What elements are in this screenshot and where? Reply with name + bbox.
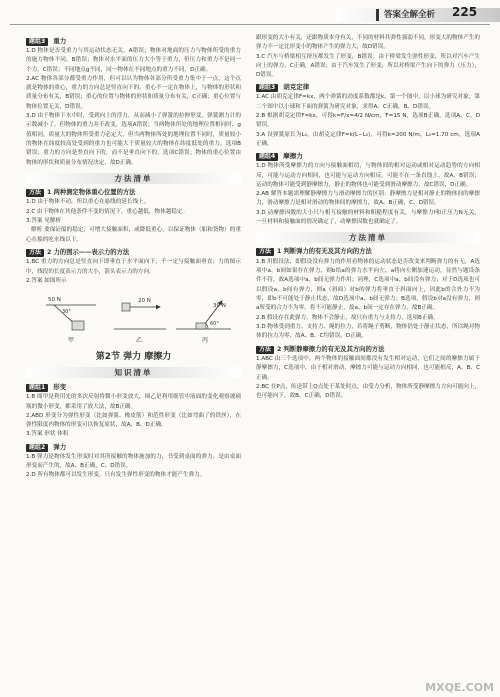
force-diagram: [26, 287, 241, 345]
answer-paragraph: 2.ABD 形变分为弹性形变（比如弹簧、橡皮筋）和范性形变（比如弯曲了的铁丝），在弹性限度内物体的形变可以恢复原状，故A、B、D正确。: [26, 412, 241, 429]
method-heading: [256, 247, 480, 257]
force-label: 20 N: [138, 298, 151, 305]
method-title: 判断弹力的有无及其方向的方法: [283, 248, 372, 256]
topic-tag: 题组4: [256, 153, 278, 161]
topic-tag: 题组3: [26, 38, 48, 46]
answer-paragraph: 3.D 物体受到重力、支持力、绳的拉力，若将绳子剪断，物体仍处于静止状态，所以绳对物体的拉力为零，故A、B、C均错误，D正确。: [256, 323, 480, 340]
method-tag: 方法: [26, 189, 44, 197]
answer-paragraph: 1.ABC 由三个选项中，两个物体的接触面间都没有发生相对运动，它们之间的摩擦力属于静摩擦力，C选项中，由于相对滑动，摩擦力可能与运动方向相同，也可能相反，A、B、C正确。: [256, 356, 480, 381]
left-column: [26, 34, 241, 481]
answer-paragraph: 跟形变的大小有关，还跟物质本身有关，不同的材料其弹性强弱不同，形变大的物体产生的弹力不一定比形变小的物体产生的弹力大，故D错误。: [256, 35, 480, 51]
header-label: 答案全解全析: [384, 10, 436, 20]
answer-paragraph: 2.AB 解答本题需理解静摩擦力与滑动摩擦力的区别：静摩擦力是相对静止的物体间的摩擦力，滑动摩擦力是相对滑动的物体间的摩擦力，故A、B正确，C、D错误。: [256, 191, 480, 207]
method-number: 1: [47, 188, 52, 196]
answer-paragraph: 1.AC 由胡克定律F=kx，两个弹簧的劲度系数都是k，第一个图中，以小球为研究对象，第二个图中以小球和下面的弹簧为研究对象，求得A、C正确，B、D错误。: [256, 94, 480, 110]
answer-paragraph: 2.答案 如图所示: [26, 277, 67, 284]
method-heading: [256, 345, 480, 355]
method-title: 力的图示——表示力的方法: [53, 248, 130, 256]
topic-tag: 题组2: [26, 444, 48, 452]
topic-title: 形变: [53, 383, 67, 392]
section-title: 第2节 弹力 摩擦力: [95, 352, 172, 363]
answer-paragraph: 1.B 用假设法，即假设没有弹力的作用看物体的运动状态是否改变来判断弹力的有无，A选项中a、b间如果存在弹力，则b给a的弹力水平向左，a将向左侧加速运动，显然与题设条件不符，故A选项中a、b间无弹力作用；同理，C选项中a、b间没有弹力；对于D选项也可以假设a、b间有弹力，则a（斜面）对b的弹力将垂直于斜面向上，因此b的合外力不为零，即b不可能处于静止状态，故D选项中a、b间无弹力；B选项，假设b对a没有弹力，则a所受的合力不为零，将不可能静止，故a、b间一定存在弹力，故B正确。: [256, 258, 480, 312]
right-column: [256, 34, 480, 402]
answer-paragraph: 1.D 物体是否受重力与其运动状态无关，A错误；物体对地面的压力与物体所受的重力的施力物体不同，B错误；物体对水平面的压力大小等于重力，但压力和重力不是同一个力，C错误；不同地点g不同，同一物体在不同地点的重力不同，D正确。: [26, 48, 241, 73]
knowledge-list-banner: 知识清单: [26, 367, 241, 378]
header-rule: [10, 24, 490, 25]
answer-paragraph: 1.D 物体所受摩擦力的方向与接触面相切，与物体间的相对运动或相对运动趋势的方向相反，可能与运动方向相同，也可能与运动方向相反，可能不在一条直线上，故A、B错误；运动的物体可能受到静摩擦力，静止的物体也可能受到滑动摩擦力，故C错误，D正确。: [256, 163, 480, 188]
topic-title: 胡克定律: [283, 83, 310, 92]
method-heading: [26, 248, 241, 258]
page-number: 225: [452, 5, 478, 19]
answer-paragraph: 3.D 由于物体下水中时，受到向上的浮力，从而减小了弹簧的拉伸形变，弹簧测力计的示数减小了，但物体的重力并不改变，选项A错误；当两物体所处的地理位置相同时，g值相同，质量大的物体所受重力必定大，但当两物体所处的地理位置不同时，质量较小的物体在纬度较高处受到的重力也可能大于质量较大的物体在纬度低处的重力，选项B错误；重力的方向是竖直向下的，而不是垂直向下的，选项C错误；物体的重心位置由物体的形状和质量分布情况决定，故D正确。: [26, 113, 241, 166]
answer-paragraph: 2.D 所有物体都可以发生形变，只有发生弹性形变的物体才能产生弹力。: [26, 472, 206, 479]
force-label: 50 N: [48, 297, 61, 304]
topic-heading: [26, 36, 241, 46]
answer-paragraph: 3.答案 见解析: [26, 217, 62, 224]
angle-label: 60°: [210, 321, 219, 328]
answer-paragraph: 1.D 由于物体不动，所以重心在悬线的延长线上。: [26, 199, 150, 206]
angle-label: 30°: [62, 309, 71, 316]
method-tag: 方法: [256, 346, 274, 354]
answer-paragraph: 3.C 汽车与桥梁相互挤压都发生了形变，B错误；由于桥梁发生弹性形变，所以对汽车产生向上的弹力，C正确，A错误；由于汽车发生了形变，所以对桥梁产生向下的弹力（压力），D错误。: [256, 53, 480, 79]
topic-heading: [26, 442, 241, 452]
method-list-banner: 方法清单: [26, 173, 241, 184]
answer-paragraph: 2.B 根据胡克定律F=kx，可得k=F/x=4/2 N/cm，F=15 N，选项B正确，选项A、C、D错误。: [256, 113, 480, 129]
method-title: 两种测定物体重心位置的方法: [53, 188, 136, 196]
force-diagram-svg: [26, 287, 241, 345]
force-label: 30 N: [213, 303, 226, 310]
answer-paragraph: 3.A 设弹簧原长为L₀，由胡克定律F=k(L−L₀)，可得k=200 N/m，L₀=1.70 cm，选项A正确。: [256, 131, 480, 147]
topic-title: 重力: [53, 37, 67, 45]
answer-paragraph: 2.B 假设存在此弹力，物体不会静止。故只有重力与支持力，选项B正确。: [256, 314, 439, 321]
answer-paragraph: 1.B 弹力是物体发生形变时对其所接触的物体施加的力，书受到桌面的弹力，是由桌面形变而产生的，故A、B正确，C、D错误。: [26, 453, 241, 470]
answer-paragraph: 1.BC 重力的方向总是竖直向下即垂直于水平面向下，不一定与接触面垂直；力的图示中，线段的长度表示力的大小，箭头表示力的方向。: [26, 259, 241, 275]
answer-paragraph: 1.B 图甲是利用光的多次反射将微小形变放大，图乙是利用细管中液面的变化观察玻璃瓶的微小形变，都采用了放大法，故B正确。: [26, 394, 241, 410]
page-header: [0, 0, 500, 34]
diagram-caption: 甲: [68, 337, 75, 345]
method-number: 2: [277, 345, 282, 353]
diagram-caption: 丙: [202, 337, 209, 345]
method-list-banner: 方法清单: [256, 232, 480, 243]
answer-paragraph: 解析 要保证船的稳定，可增大接触面积，或降低重心，以保证物体（船和货物）的重心在船的吃水线以下。: [26, 227, 241, 243]
watermark: MXQE.COM: [425, 681, 494, 694]
method-heading: [26, 188, 241, 198]
method-number: 2: [47, 248, 52, 256]
answer-paragraph: 2.C 由于物体在其他条件不变的情况下，重心越低，物体越稳定。: [26, 208, 189, 215]
topic-heading: [256, 151, 480, 161]
method-tag: 方法: [26, 249, 44, 257]
answer-paragraph: 3.答案 形状 体积: [26, 431, 69, 438]
topic-heading: [26, 382, 241, 392]
method-tag: 方法: [256, 248, 274, 256]
topic-heading: [256, 82, 480, 92]
topic-title: 摩擦力: [283, 152, 303, 161]
method-number: 1: [277, 248, 282, 256]
method-title: 判断静摩擦力的有无及其方向的方法: [283, 345, 385, 353]
answer-paragraph: 2.BC 在P点，传送带上Q点处于某处时点，由受力分析，物体所受静摩擦力方向可能向上，也可能向下，故B、C正确，D错误。: [256, 383, 480, 400]
topic-title: 弹力: [53, 442, 67, 451]
topic-tag: 题组1: [26, 384, 48, 392]
diagram-caption: 乙: [136, 337, 143, 345]
answer-paragraph: 2.AC 物体各部分都受重力作用，但可以认为物体各部分所受重力集中于一点，这个点就是物体的重心，重力的方向总是竖直向下的，重心不一定在物体上，与物体的形状和质量分布有关，B错误；重心的位置与物体的形状和质量分布有关，C正确；重心位置与物体位置无关，D错误。: [26, 75, 241, 110]
topic-tag: 题组3: [256, 84, 278, 92]
answer-paragraph: 3.D 动摩擦因数的大小只与相互接触的材料和粗糙程度有关，与摩擦力f和正压力N无关，一旦材料和接触面的情况确定了，动摩擦因数也就确定了。: [256, 209, 480, 226]
